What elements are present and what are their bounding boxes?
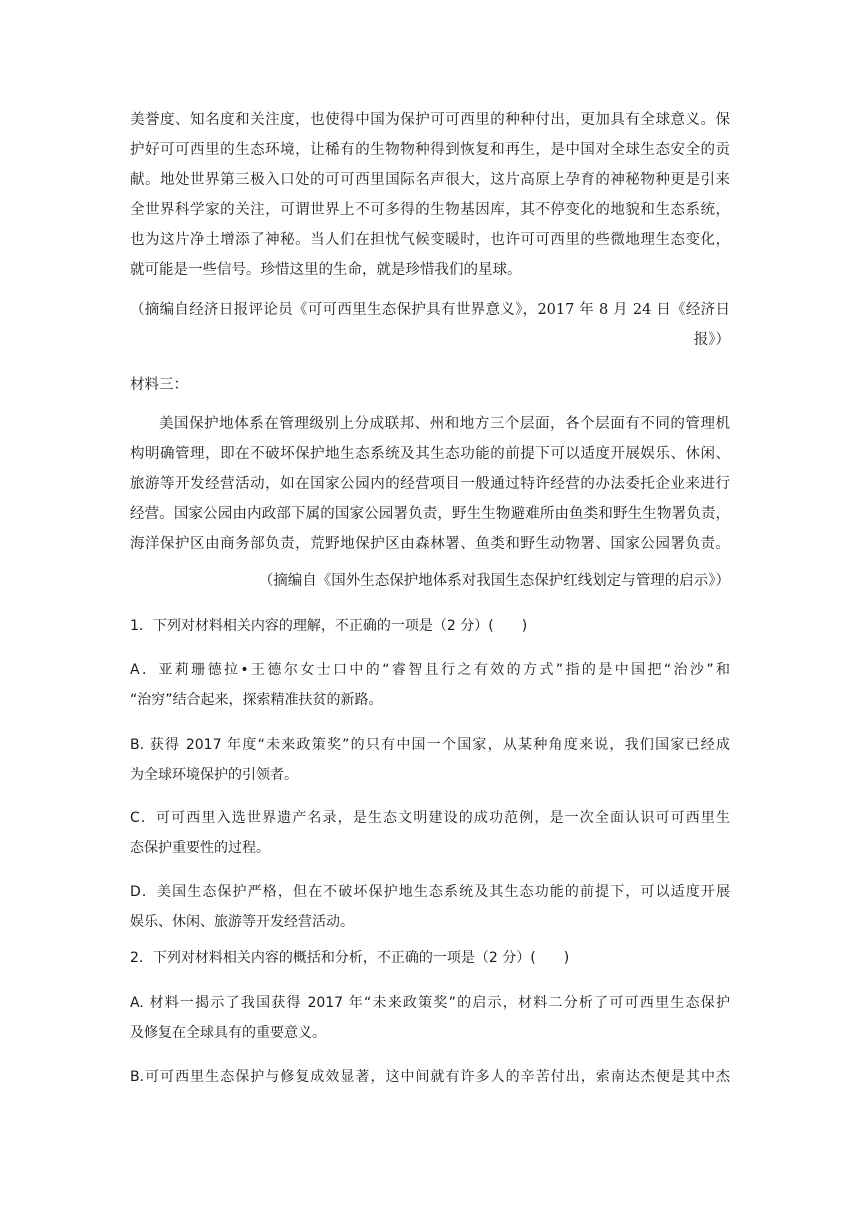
text-line: 报》） <box>693 332 730 348</box>
material3-paragraph <box>130 409 730 559</box>
question-1-stem: 1．下列对材料相关内容的理解，不正确的一项是（2 分）( ) <box>130 618 528 634</box>
material3-heading: 材料三： <box>130 377 188 393</box>
text-line: 就可能是一些信号。珍惜这里的生命，就是珍惜我们的星球。 <box>130 262 522 278</box>
text-line: 也为这片净土增添了神秘。当人们在担忧气候变暖时，也许可可西里的些微地理生态变化， <box>130 232 730 248</box>
text-line: （摘编自经济日报评论员《可可西里生态保护具有世界意义》，2017 年 8 月 24 日《经济日 <box>130 302 730 318</box>
question-1-option-c: C．可可西里入选世界遗产名录，是生态文明建设的成功范例，是一次全面认识可可西里生 态保护重要性的过程。 <box>130 810 730 856</box>
question-1-option-a: A．亚莉珊德拉•王德尔女士口中的“睿智且行之有效的方式”指的是中国把“治沙”和 “治穷”结合起来，探索精准扶贫的新路。 <box>130 662 730 708</box>
text-line: 全世界科学家的关注，可谓世界上不可多得的生物基因库，其不停变化的地貌和生态系统， <box>130 202 730 218</box>
question-2-stem: 2．下列对材料相关内容的概括和分析，不正确的一项是（2 分）( ) <box>130 950 570 966</box>
question-2-option-b: B.可可西里生态保护与修复成效显著，这中间就有许多人的辛苦付出，索南达杰便是其中杰 <box>130 1069 730 1085</box>
text-line: 经营。国家公园由内政部下属的国家公园署负责，野生生物避难所由鱼类和野生生物署负责， <box>130 506 730 522</box>
text-line: 护好可可西里的生态环境，让稀有的生物物种得到恢复和再生，是中国对全球生态安全的贡 <box>130 142 730 158</box>
text-line: 美国保护地体系在管理级别上分成联邦、州和地方三个层面，各个层面有不同的管理机 <box>159 416 730 432</box>
text-line: 献。地处世界第三极入口处的可可西里国际名声很大，这片高原上孕育的神秘物种更是引来 <box>130 172 730 188</box>
text-line: 海洋保护区由商务部负责，荒野地保护区由森林署、鱼类和野生动物署、国家公园署负责。 <box>130 536 730 552</box>
source-citation-3: （摘编自《国外生态保护地体系对我国生态保护红线划定与管理的启示》） <box>258 573 730 589</box>
text-line: 旅游等开发经营活动，如在国家公园内的经营项目一般通过特许经营的办法委托企业来进行 <box>130 476 730 492</box>
question-1-option-b: B. 获得 2017 年度“未来政策奖”的只有中国一个国家，从某种角度来说，我们国家已经成 为全球环境保护的引领者。 <box>130 737 730 783</box>
source-citation-2 <box>130 295 730 355</box>
question-1-option-d: D．美国生态保护严格，但在不破坏保护地生态系统及其生态功能的前提下，可以适度开展 娱乐、休闲、旅游等开发经营活动。 <box>130 884 730 930</box>
text-line: 美誉度、知名度和关注度，也使得中国为保护可可西里的种种付出，更加具有全球意义。保 <box>130 112 730 128</box>
material2-paragraph <box>130 105 730 285</box>
text-line: 构明确管理，即在不破坏保护地生态系统及其生态功能的前提下可以适度开展娱乐、休闲、 <box>130 446 730 462</box>
question-2-option-a: A. 材料一揭示了我国获得 2017 年“未来政策奖”的启示，材料二分析了可可西里生态保护 及修复在全球具有的重要意义。 <box>130 995 730 1041</box>
